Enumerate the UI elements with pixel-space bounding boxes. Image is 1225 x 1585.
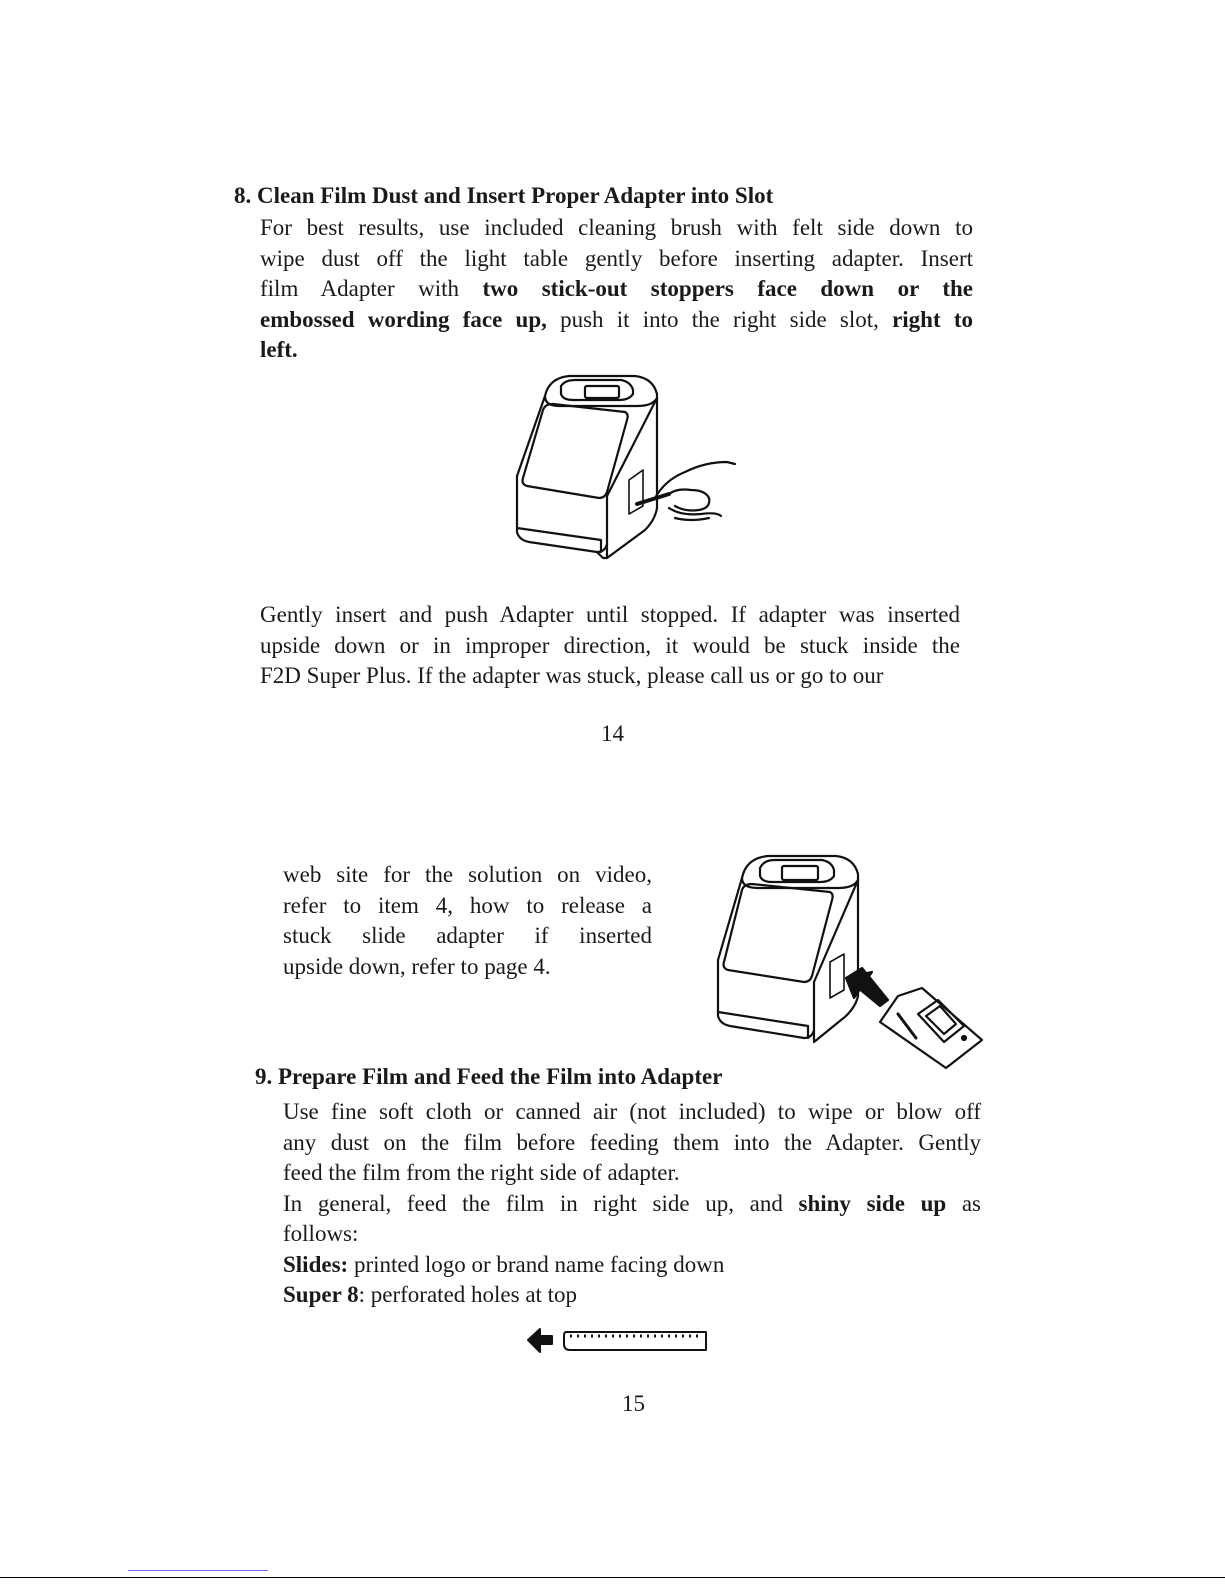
text-run: film Adapter with (260, 276, 483, 301)
paragraph-line: stuck slide adapter if inserted (283, 923, 652, 948)
slides-text: printed logo or brand name facing down (348, 1251, 725, 1277)
paragraph-line (283, 1189, 981, 1220)
paragraph-line: Gently insert and push Adapter until stopped. If adapter was inserted (260, 602, 960, 627)
paragraph-line: follows: (283, 1221, 359, 1246)
paragraph-line: web site for the solution on video, (283, 862, 652, 887)
bold-text-run: embossed wording face up, (260, 306, 547, 332)
page-number-15: 15 (622, 1391, 645, 1416)
film-strip-direction-illustration (526, 1326, 712, 1356)
text-run: In general, feed the film in right side up, and (283, 1190, 799, 1216)
section-8-paragraph-1 (260, 213, 973, 366)
paragraph-line: upside down, refer to page 4. (283, 953, 551, 979)
bold-text-run: left. (260, 337, 298, 362)
paragraph-line: any dust on the film before feeding them into the Adapter. Gently (283, 1129, 981, 1155)
paragraph-line (260, 305, 973, 336)
page-number-14: 14 (601, 721, 624, 746)
section-8-heading: 8. Clean Film Dust and Insert Proper Adapter into Slot (234, 183, 774, 208)
paragraph-line: feed the film from the right side of adapter. (283, 1160, 680, 1185)
paragraph-line: For best results, use included cleaning brush with felt side down to (260, 215, 973, 240)
bold-text-run: right to (892, 306, 973, 332)
section-9-paragraph (283, 1097, 981, 1311)
paragraph-line (260, 335, 973, 366)
paragraph-line (260, 274, 973, 305)
text-run: as (946, 1190, 981, 1216)
paragraph-line: refer to item 4, how to release a (283, 892, 652, 918)
bold-text-run: two stick-out stoppers face down or the (482, 276, 973, 301)
paragraph-line: F2D Super Plus. If the adapter was stuck, please call us or go to our (260, 663, 884, 688)
paragraph-line: wipe dust off the light table gently before inserting adapter. Insert (260, 245, 973, 271)
footer-divider (0, 1577, 1225, 1578)
paragraph-line: Use fine soft cloth or canned air (not included) to wipe or blow off (283, 1099, 981, 1124)
footer-link-underline (128, 1570, 268, 1571)
section-8-paragraph-2 (260, 600, 960, 692)
continued-paragraph (283, 860, 652, 982)
scanner-cleaning-brush-illustration (505, 368, 740, 563)
slides-instruction (283, 1250, 981, 1281)
slides-label: Slides: (283, 1251, 349, 1277)
super8-text: : perforated holes at top (358, 1282, 578, 1307)
paragraph-line: upside down or in improper direction, it would be stuck inside the (260, 632, 960, 658)
super8-instruction (283, 1280, 981, 1311)
section-9-heading: 9. Prepare Film and Feed the Film into Adapter (255, 1064, 723, 1089)
left-arrow-icon (528, 1329, 552, 1352)
super8-label: Super 8 (283, 1282, 359, 1307)
scanner-adapter-insertion-illustration (712, 850, 992, 1075)
bold-text-run: shiny side up (798, 1190, 947, 1216)
text-run: push it into the right side slot, (546, 306, 893, 332)
